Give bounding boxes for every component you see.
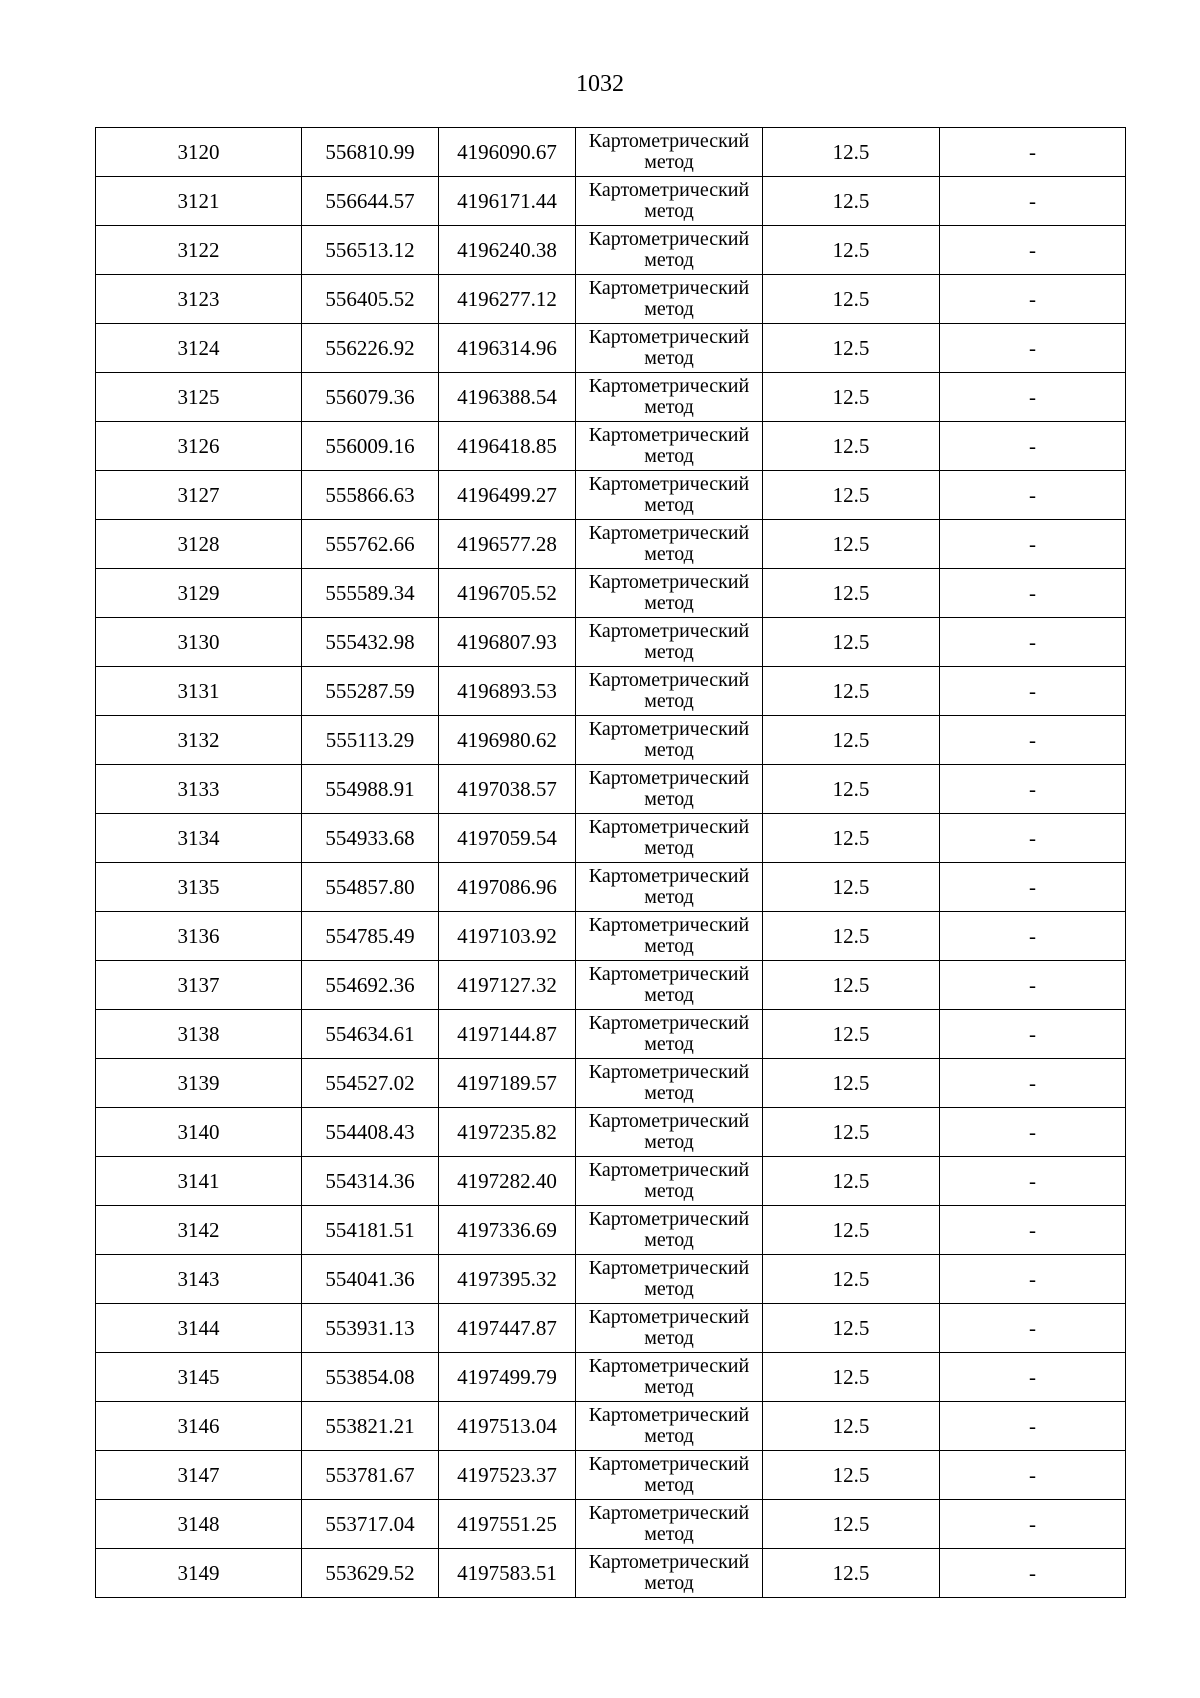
- method-line-2: метод: [644, 347, 694, 369]
- note-cell: -: [940, 961, 1126, 1010]
- point-number-cell: 3139: [96, 1059, 302, 1108]
- point-number-cell: 3123: [96, 275, 302, 324]
- method-line-1: Картометрический: [588, 1551, 750, 1573]
- method-cell: [576, 275, 763, 324]
- accuracy-cell: 12.5: [763, 324, 940, 373]
- table-row: [96, 471, 1126, 520]
- y-coordinate-cell: 4196577.28: [439, 520, 576, 569]
- method-line-2: метод: [644, 837, 694, 859]
- method-line-2: метод: [644, 1376, 694, 1398]
- method-line-1: Картометрический: [588, 522, 750, 544]
- method-line-2: метод: [644, 445, 694, 467]
- method-line-1: Картометрический: [588, 1159, 750, 1181]
- x-coordinate-cell: 554988.91: [302, 765, 439, 814]
- method-cell: [576, 1500, 763, 1549]
- method-line-2: метод: [644, 396, 694, 418]
- x-coordinate-cell: 555113.29: [302, 716, 439, 765]
- y-coordinate-cell: 4197583.51: [439, 1549, 576, 1598]
- x-coordinate-cell: 556810.99: [302, 128, 439, 177]
- note-cell: -: [940, 177, 1126, 226]
- x-coordinate-cell: 555287.59: [302, 667, 439, 716]
- table-row: [96, 128, 1126, 177]
- method-line-1: Картометрический: [588, 1306, 750, 1328]
- note-cell: -: [940, 520, 1126, 569]
- method-cell: [576, 1304, 763, 1353]
- y-coordinate-cell: 4196807.93: [439, 618, 576, 667]
- method-cell: [576, 373, 763, 422]
- accuracy-cell: 12.5: [763, 226, 940, 275]
- y-coordinate-cell: 4196314.96: [439, 324, 576, 373]
- table-body: [96, 128, 1126, 1598]
- point-number-cell: 3133: [96, 765, 302, 814]
- x-coordinate-cell: 553854.08: [302, 1353, 439, 1402]
- note-cell: -: [940, 569, 1126, 618]
- note-cell: -: [940, 373, 1126, 422]
- y-coordinate-cell: 4197282.40: [439, 1157, 576, 1206]
- accuracy-cell: 12.5: [763, 1451, 940, 1500]
- method-cell: [576, 520, 763, 569]
- method-line-2: метод: [644, 984, 694, 1006]
- table-row: [96, 1402, 1126, 1451]
- point-number-cell: 3134: [96, 814, 302, 863]
- point-number-cell: 3122: [96, 226, 302, 275]
- method-line-1: Картометрический: [588, 228, 750, 250]
- x-coordinate-cell: 556513.12: [302, 226, 439, 275]
- accuracy-cell: 12.5: [763, 422, 940, 471]
- point-number-cell: 3130: [96, 618, 302, 667]
- x-coordinate-cell: 554692.36: [302, 961, 439, 1010]
- table-row: [96, 177, 1126, 226]
- note-cell: -: [940, 1353, 1126, 1402]
- method-cell: [576, 863, 763, 912]
- y-coordinate-cell: 4197235.82: [439, 1108, 576, 1157]
- y-coordinate-cell: 4196418.85: [439, 422, 576, 471]
- method-line-2: метод: [644, 1425, 694, 1447]
- method-line-1: Картометрический: [588, 277, 750, 299]
- method-line-2: метод: [644, 1180, 694, 1202]
- method-line-2: метод: [644, 739, 694, 761]
- x-coordinate-cell: 553781.67: [302, 1451, 439, 1500]
- method-line-1: Картометрический: [588, 816, 750, 838]
- page-number: 1032: [576, 71, 624, 97]
- y-coordinate-cell: 4197059.54: [439, 814, 576, 863]
- point-number-cell: 3129: [96, 569, 302, 618]
- accuracy-cell: 12.5: [763, 1402, 940, 1451]
- table-row: [96, 1010, 1126, 1059]
- table-row: [96, 961, 1126, 1010]
- y-coordinate-cell: 4197086.96: [439, 863, 576, 912]
- method-cell: [576, 422, 763, 471]
- table-row: [96, 275, 1126, 324]
- point-number-cell: 3124: [96, 324, 302, 373]
- table-row: [96, 814, 1126, 863]
- note-cell: -: [940, 128, 1126, 177]
- method-cell: [576, 1353, 763, 1402]
- table-row: [96, 226, 1126, 275]
- y-coordinate-cell: 4197447.87: [439, 1304, 576, 1353]
- method-cell: [576, 618, 763, 667]
- table-row: [96, 716, 1126, 765]
- note-cell: -: [940, 667, 1126, 716]
- x-coordinate-cell: 556644.57: [302, 177, 439, 226]
- method-line-1: Картометрический: [588, 1110, 750, 1132]
- method-line-2: метод: [644, 543, 694, 565]
- x-coordinate-cell: 553629.52: [302, 1549, 439, 1598]
- method-line-2: метод: [644, 1278, 694, 1300]
- method-line-1: Картометрический: [588, 1355, 750, 1377]
- method-line-1: Картометрический: [588, 1404, 750, 1426]
- method-line-2: метод: [644, 935, 694, 957]
- note-cell: -: [940, 275, 1126, 324]
- x-coordinate-cell: 556226.92: [302, 324, 439, 373]
- method-line-1: Картометрический: [588, 914, 750, 936]
- note-cell: -: [940, 1549, 1126, 1598]
- method-cell: [576, 1549, 763, 1598]
- table-row: [96, 1059, 1126, 1108]
- method-line-2: метод: [644, 1572, 694, 1594]
- point-number-cell: 3149: [96, 1549, 302, 1598]
- method-line-2: метод: [644, 592, 694, 614]
- point-number-cell: 3148: [96, 1500, 302, 1549]
- y-coordinate-cell: 4196893.53: [439, 667, 576, 716]
- y-coordinate-cell: 4197395.32: [439, 1255, 576, 1304]
- x-coordinate-cell: 553931.13: [302, 1304, 439, 1353]
- x-coordinate-cell: 554857.80: [302, 863, 439, 912]
- x-coordinate-cell: 554041.36: [302, 1255, 439, 1304]
- x-coordinate-cell: 556079.36: [302, 373, 439, 422]
- point-number-cell: 3144: [96, 1304, 302, 1353]
- method-line-1: Картометрический: [588, 1012, 750, 1034]
- y-coordinate-cell: 4197336.69: [439, 1206, 576, 1255]
- accuracy-cell: 12.5: [763, 1157, 940, 1206]
- table-row: [96, 765, 1126, 814]
- method-line-1: Картометрический: [588, 963, 750, 985]
- accuracy-cell: 12.5: [763, 1304, 940, 1353]
- note-cell: -: [940, 1010, 1126, 1059]
- method-cell: [576, 471, 763, 520]
- method-line-1: Картометрический: [588, 424, 750, 446]
- method-line-2: метод: [644, 200, 694, 222]
- method-line-1: Картометрический: [588, 473, 750, 495]
- x-coordinate-cell: 554181.51: [302, 1206, 439, 1255]
- y-coordinate-cell: 4196388.54: [439, 373, 576, 422]
- accuracy-cell: 12.5: [763, 373, 940, 422]
- accuracy-cell: 12.5: [763, 520, 940, 569]
- point-number-cell: 3125: [96, 373, 302, 422]
- point-number-cell: 3145: [96, 1353, 302, 1402]
- note-cell: -: [940, 422, 1126, 471]
- method-cell: [576, 716, 763, 765]
- method-cell: [576, 324, 763, 373]
- method-line-1: Картометрический: [588, 179, 750, 201]
- accuracy-cell: 12.5: [763, 912, 940, 961]
- method-line-2: метод: [644, 788, 694, 810]
- point-number-cell: 3121: [96, 177, 302, 226]
- method-cell: [576, 226, 763, 275]
- method-cell: [576, 765, 763, 814]
- y-coordinate-cell: 4197189.57: [439, 1059, 576, 1108]
- x-coordinate-cell: 554408.43: [302, 1108, 439, 1157]
- note-cell: -: [940, 1157, 1126, 1206]
- method-line-2: метод: [644, 1474, 694, 1496]
- method-cell: [576, 569, 763, 618]
- method-line-1: Картометрический: [588, 1257, 750, 1279]
- method-line-1: Картометрический: [588, 571, 750, 593]
- note-cell: -: [940, 765, 1126, 814]
- method-line-1: Картометрический: [588, 718, 750, 740]
- method-line-2: метод: [644, 1033, 694, 1055]
- method-line-1: Картометрический: [588, 1502, 750, 1524]
- coordinates-table: [95, 127, 1126, 1598]
- y-coordinate-cell: 4197499.79: [439, 1353, 576, 1402]
- y-coordinate-cell: 4196499.27: [439, 471, 576, 520]
- accuracy-cell: 12.5: [763, 1353, 940, 1402]
- table-row: [96, 569, 1126, 618]
- table-row: [96, 667, 1126, 716]
- method-cell: [576, 1010, 763, 1059]
- point-number-cell: 3147: [96, 1451, 302, 1500]
- x-coordinate-cell: 553717.04: [302, 1500, 439, 1549]
- y-coordinate-cell: 4196705.52: [439, 569, 576, 618]
- table-row: [96, 1255, 1126, 1304]
- method-line-2: метод: [644, 151, 694, 173]
- point-number-cell: 3132: [96, 716, 302, 765]
- x-coordinate-cell: 555866.63: [302, 471, 439, 520]
- method-line-1: Картометрический: [588, 326, 750, 348]
- method-cell: [576, 128, 763, 177]
- x-coordinate-cell: 553821.21: [302, 1402, 439, 1451]
- accuracy-cell: 12.5: [763, 716, 940, 765]
- accuracy-cell: 12.5: [763, 128, 940, 177]
- table-row: [96, 324, 1126, 373]
- y-coordinate-cell: 4197513.04: [439, 1402, 576, 1451]
- note-cell: -: [940, 912, 1126, 961]
- method-cell: [576, 814, 763, 863]
- table-row: [96, 520, 1126, 569]
- note-cell: -: [940, 814, 1126, 863]
- method-line-2: метод: [644, 886, 694, 908]
- y-coordinate-cell: 4196277.12: [439, 275, 576, 324]
- y-coordinate-cell: 4196980.62: [439, 716, 576, 765]
- point-number-cell: 3135: [96, 863, 302, 912]
- x-coordinate-cell: 556009.16: [302, 422, 439, 471]
- table-row: [96, 618, 1126, 667]
- method-line-1: Картометрический: [588, 1208, 750, 1230]
- method-line-2: метод: [644, 641, 694, 663]
- method-line-1: Картометрический: [588, 1453, 750, 1475]
- accuracy-cell: 12.5: [763, 667, 940, 716]
- method-line-1: Картометрический: [588, 1061, 750, 1083]
- method-cell: [576, 961, 763, 1010]
- point-number-cell: 3126: [96, 422, 302, 471]
- table-row: [96, 422, 1126, 471]
- method-line-1: Картометрический: [588, 375, 750, 397]
- accuracy-cell: 12.5: [763, 1059, 940, 1108]
- method-line-2: метод: [644, 249, 694, 271]
- y-coordinate-cell: 4197551.25: [439, 1500, 576, 1549]
- table-row: [96, 1549, 1126, 1598]
- y-coordinate-cell: 4197103.92: [439, 912, 576, 961]
- method-line-2: метод: [644, 1131, 694, 1153]
- x-coordinate-cell: 554314.36: [302, 1157, 439, 1206]
- accuracy-cell: 12.5: [763, 863, 940, 912]
- table-row: [96, 373, 1126, 422]
- method-cell: [576, 1206, 763, 1255]
- x-coordinate-cell: 554527.02: [302, 1059, 439, 1108]
- y-coordinate-cell: 4196090.67: [439, 128, 576, 177]
- accuracy-cell: 12.5: [763, 765, 940, 814]
- note-cell: -: [940, 1304, 1126, 1353]
- x-coordinate-cell: 555432.98: [302, 618, 439, 667]
- method-line-1: Картометрический: [588, 620, 750, 642]
- method-cell: [576, 1157, 763, 1206]
- point-number-cell: 3136: [96, 912, 302, 961]
- note-cell: -: [940, 1255, 1126, 1304]
- accuracy-cell: 12.5: [763, 1206, 940, 1255]
- note-cell: -: [940, 1500, 1126, 1549]
- table-row: [96, 1353, 1126, 1402]
- point-number-cell: 3146: [96, 1402, 302, 1451]
- table-row: [96, 1108, 1126, 1157]
- table-row: [96, 863, 1126, 912]
- table-row: [96, 912, 1126, 961]
- point-number-cell: 3138: [96, 1010, 302, 1059]
- method-line-2: метод: [644, 298, 694, 320]
- point-number-cell: 3140: [96, 1108, 302, 1157]
- method-cell: [576, 667, 763, 716]
- accuracy-cell: 12.5: [763, 1108, 940, 1157]
- method-line-1: Картометрический: [588, 865, 750, 887]
- accuracy-cell: 12.5: [763, 275, 940, 324]
- point-number-cell: 3143: [96, 1255, 302, 1304]
- note-cell: -: [940, 1402, 1126, 1451]
- method-cell: [576, 1255, 763, 1304]
- y-coordinate-cell: 4197144.87: [439, 1010, 576, 1059]
- accuracy-cell: 12.5: [763, 814, 940, 863]
- y-coordinate-cell: 4197038.57: [439, 765, 576, 814]
- note-cell: -: [940, 863, 1126, 912]
- point-number-cell: 3141: [96, 1157, 302, 1206]
- note-cell: -: [940, 716, 1126, 765]
- method-cell: [576, 1059, 763, 1108]
- table-row: [96, 1157, 1126, 1206]
- method-cell: [576, 1451, 763, 1500]
- method-cell: [576, 1108, 763, 1157]
- point-number-cell: 3128: [96, 520, 302, 569]
- table-row: [96, 1206, 1126, 1255]
- accuracy-cell: 12.5: [763, 1549, 940, 1598]
- point-number-cell: 3127: [96, 471, 302, 520]
- accuracy-cell: 12.5: [763, 177, 940, 226]
- note-cell: -: [940, 1451, 1126, 1500]
- method-line-2: метод: [644, 1229, 694, 1251]
- point-number-cell: 3142: [96, 1206, 302, 1255]
- x-coordinate-cell: 554785.49: [302, 912, 439, 961]
- accuracy-cell: 12.5: [763, 618, 940, 667]
- method-line-1: Картометрический: [588, 669, 750, 691]
- note-cell: -: [940, 226, 1126, 275]
- method-cell: [576, 912, 763, 961]
- method-line-1: Картометрический: [588, 767, 750, 789]
- x-coordinate-cell: 556405.52: [302, 275, 439, 324]
- y-coordinate-cell: 4196171.44: [439, 177, 576, 226]
- method-line-2: метод: [644, 1082, 694, 1104]
- method-cell: [576, 1402, 763, 1451]
- note-cell: -: [940, 1059, 1126, 1108]
- x-coordinate-cell: 555762.66: [302, 520, 439, 569]
- note-cell: -: [940, 324, 1126, 373]
- x-coordinate-cell: 554634.61: [302, 1010, 439, 1059]
- x-coordinate-cell: 555589.34: [302, 569, 439, 618]
- note-cell: -: [940, 1206, 1126, 1255]
- table-row: [96, 1451, 1126, 1500]
- accuracy-cell: 12.5: [763, 569, 940, 618]
- note-cell: -: [940, 1108, 1126, 1157]
- note-cell: -: [940, 471, 1126, 520]
- method-line-2: метод: [644, 1327, 694, 1349]
- point-number-cell: 3131: [96, 667, 302, 716]
- accuracy-cell: 12.5: [763, 1500, 940, 1549]
- note-cell: -: [940, 618, 1126, 667]
- accuracy-cell: 12.5: [763, 961, 940, 1010]
- accuracy-cell: 12.5: [763, 1255, 940, 1304]
- method-line-2: метод: [644, 690, 694, 712]
- x-coordinate-cell: 554933.68: [302, 814, 439, 863]
- point-number-cell: 3120: [96, 128, 302, 177]
- method-cell: [576, 177, 763, 226]
- method-line-2: метод: [644, 1523, 694, 1545]
- y-coordinate-cell: 4196240.38: [439, 226, 576, 275]
- y-coordinate-cell: 4197523.37: [439, 1451, 576, 1500]
- y-coordinate-cell: 4197127.32: [439, 961, 576, 1010]
- table-row: [96, 1500, 1126, 1549]
- table-row: [96, 1304, 1126, 1353]
- method-line-2: метод: [644, 494, 694, 516]
- accuracy-cell: 12.5: [763, 471, 940, 520]
- method-line-1: Картометрический: [588, 130, 750, 152]
- accuracy-cell: 12.5: [763, 1010, 940, 1059]
- point-number-cell: 3137: [96, 961, 302, 1010]
